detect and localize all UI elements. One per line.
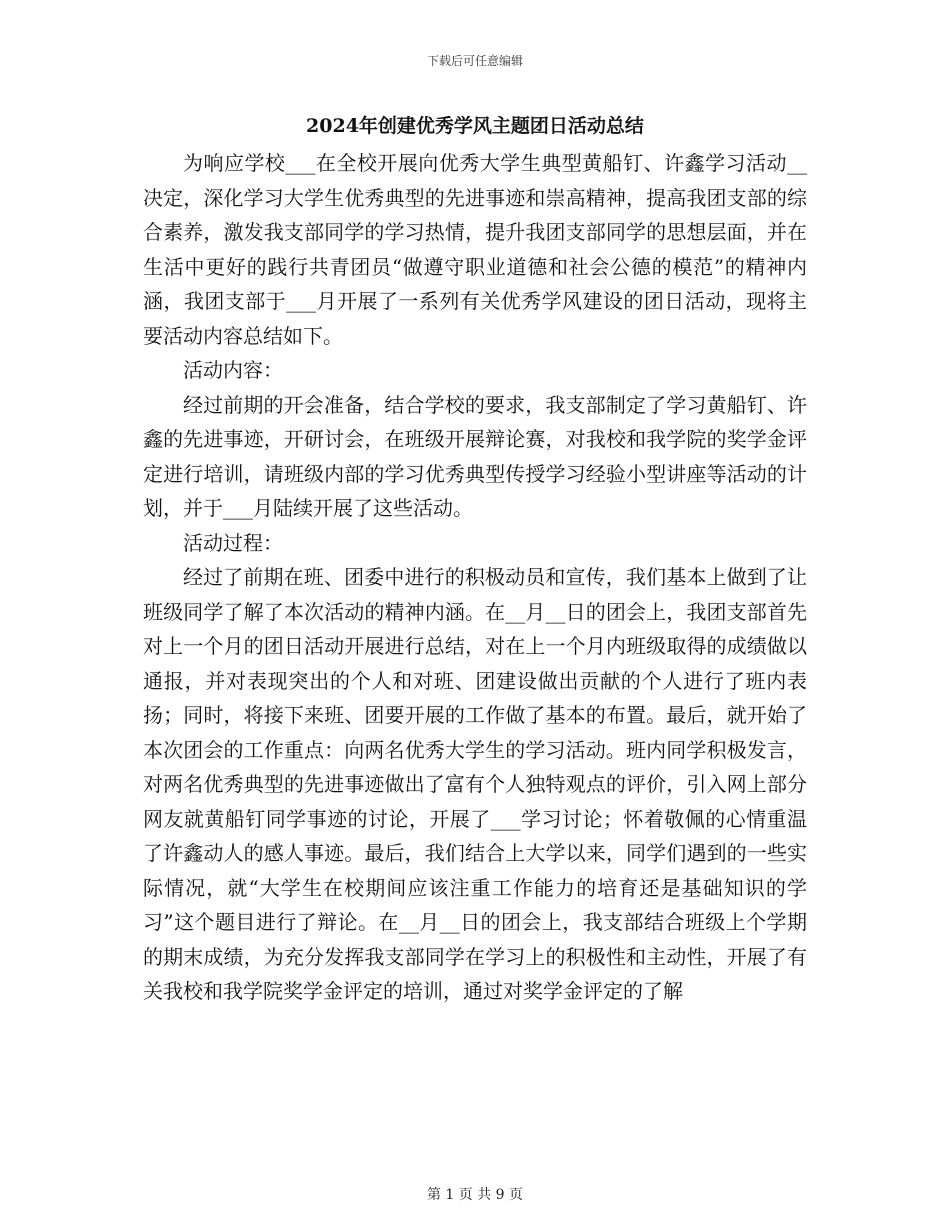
- page-header-note: 下载后可任意编辑: [426, 54, 523, 68]
- paragraph-activity-process: 经过了前期在班、团委中进行的积极动员和宣传，我们基本上做到了让班级同学了解了本次活动的精神内涵。在__月__日的团会上，我团支部首先对上一个月的团日活动开展进行总结，对在上一个月内班级取得的成绩做以通报，并对表现突出的个人和对班、团建设做出贡献的个人进行了班内表扬；同时，将接下来班、团要开展的工作做了基本的布置。最后，就开始了本次团会的工作重点：向两名优秀大学生的学习活动。班内同学积极发言，对两名优秀典型的先进事迹做出了富有个人独特观点的评价，引入网上部分网友就黄船钉同学事迹的讨论，开展了___学习讨论；怀着敬佩的心情重温了许鑫动人的感人事迹。最后，我们结合上大学以来，同学们遇到的一些实际情况，就“大学生在校期间应该注重工作能力的培育还是基础知识的学习”这个题目进行了辩论。在__月__日的团会上，我支部结合班级上个学期的期末成绩，为充分发挥我支部同学在学习上的积极性和主动性，开展了有关我校和我学院奖学金评定的培训，通过对奖学金评定的了解: [143, 565, 807, 1003]
- paragraph-intro: 为响应学校___在全校开展向优秀大学生典型黄船钉、许鑫学习活动__决定，深化学习大学生优秀典型的先进事迹和崇高精神，提高我团支部的综合素养，激发我支部同学的学习热情，提升我团支部同学的思想层面，并在生活中更好的践行共青团员“做遵守职业道德和社会公德的模范”的精神内涵，我团支部于___月开展了一系列有关优秀学风建设的团日活动，现将主要活动内容总结如下。: [143, 151, 807, 348]
- section-heading-activity-process: 活动过程：: [183, 530, 283, 555]
- document-title: 2024年创建优秀学风主题团日活动总结: [306, 115, 644, 137]
- page-number-footer: 第 1 页 共 9 页: [426, 1187, 524, 1203]
- document-body: [143, 146, 807, 1009]
- section-heading-activity-content: 活动内容：: [183, 358, 283, 382]
- paragraph-activity-content: 经过前期的开会准备，结合学校的要求，我支部制定了学习黄船钉、许鑫的先进事迹，开研讨会，在班级开展辩论赛，对我校和我学院的奖学金评定进行培训，请班级内部的学习优秀典型传授学习经验小型讲座等活动的计划，并于___月陆续开展了这些活动。: [143, 392, 807, 520]
